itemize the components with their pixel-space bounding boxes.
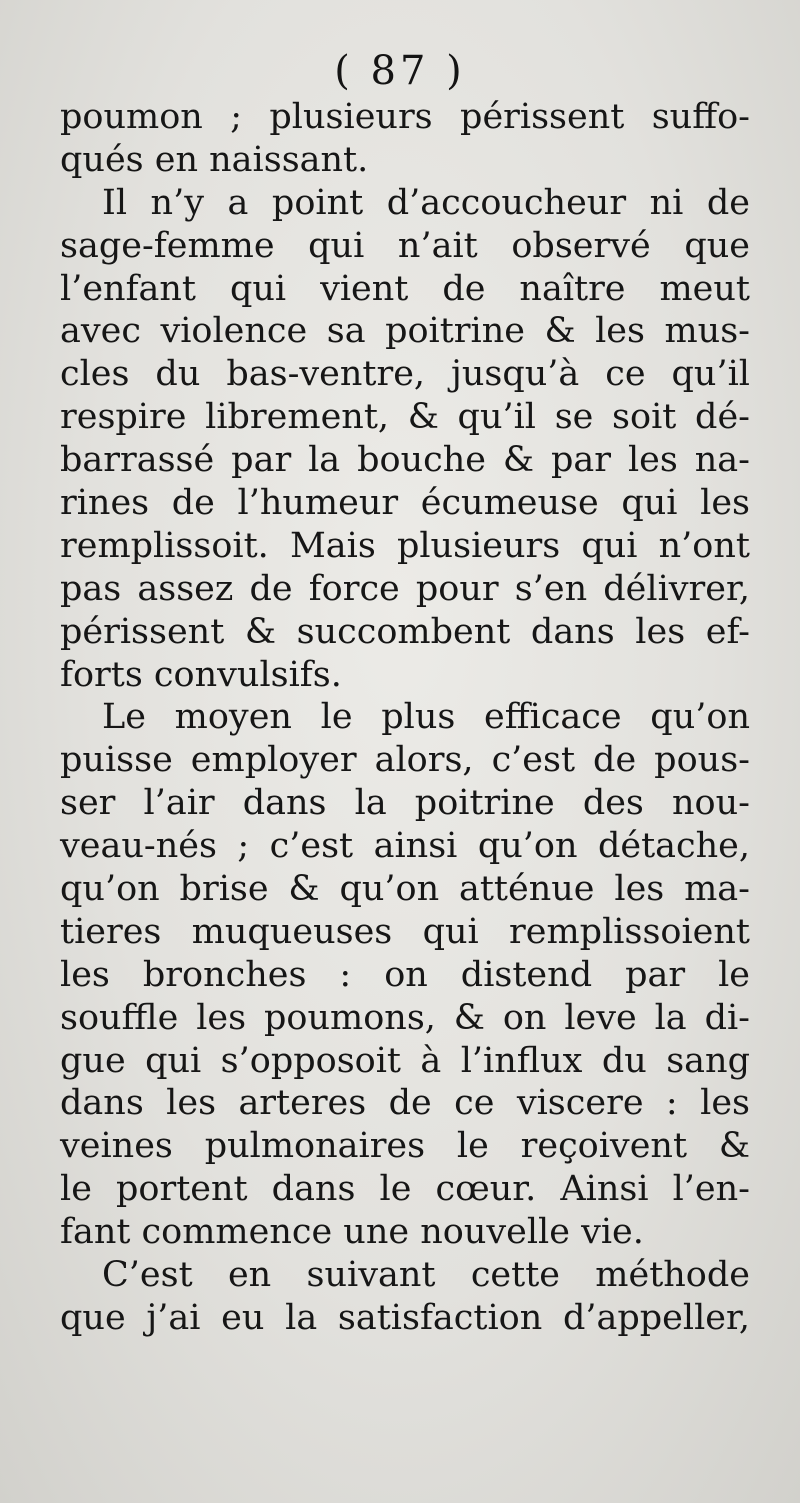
text-line: fant commence une nouvelle vie. bbox=[60, 1212, 644, 1253]
text-line: pas assez de force pour s’en délivrer, bbox=[60, 568, 750, 609]
text-line: l’enfant qui vient de naître meut bbox=[60, 268, 750, 309]
text-line: souffle les poumons, & on leve la di- bbox=[60, 997, 750, 1038]
text-line: qués en naissant. bbox=[60, 139, 369, 180]
text-line: barrassé par la bouche & par les na- bbox=[60, 440, 750, 481]
body-text bbox=[60, 96, 750, 1340]
text-line: puisse employer alors, c’est de pous- bbox=[60, 740, 750, 781]
text-line: Il n’y a point d’accoucheur ni de bbox=[102, 182, 750, 223]
text-line: Le moyen le plus efficace qu’on bbox=[102, 697, 750, 738]
text-line: tieres muqueuses qui remplissoient bbox=[60, 911, 750, 952]
text-line: C’est en suivant cette méthode bbox=[102, 1255, 750, 1296]
text-line: veines pulmonaires le reçoivent & bbox=[60, 1126, 750, 1167]
text-line: veau-nés ; c’est ainsi qu’on détache, bbox=[60, 826, 750, 867]
text-line: les bronches : on distend par le bbox=[60, 954, 750, 995]
text-line: gue qui s’opposoit à l’influx du sang bbox=[60, 1040, 750, 1081]
text-line: remplissoit. Mais plusieurs qui n’ont bbox=[60, 525, 750, 566]
text-line: sage-femme qui n’ait observé que bbox=[60, 225, 750, 266]
text-line: rines de l’humeur écumeuse qui les bbox=[60, 483, 750, 524]
text-line: respire librement, & qu’il se soit dé- bbox=[60, 397, 750, 438]
text-line: périssent & succombent dans les ef- bbox=[60, 611, 750, 652]
text-line: ser l’air dans la poitrine des nou- bbox=[60, 783, 750, 824]
text-line: que j’ai eu la satisfaction d’appeller, bbox=[60, 1297, 750, 1338]
text-line: avec violence sa poitrine & les mus- bbox=[60, 311, 750, 352]
text-line: qu’on brise & qu’on atténue les ma- bbox=[60, 869, 750, 910]
text-line: poumon ; plusieurs périssent suffo- bbox=[60, 97, 750, 137]
text-line: dans les arteres de ce viscere : les bbox=[60, 1083, 750, 1124]
page-number: ( 87 ) bbox=[334, 48, 466, 94]
text-line: le portent dans le cœur. Ainsi l’en- bbox=[60, 1169, 750, 1210]
text-line: cles du bas-ventre, jusqu’à ce qu’il bbox=[60, 354, 750, 395]
text-line: forts convulsifs. bbox=[60, 654, 342, 695]
